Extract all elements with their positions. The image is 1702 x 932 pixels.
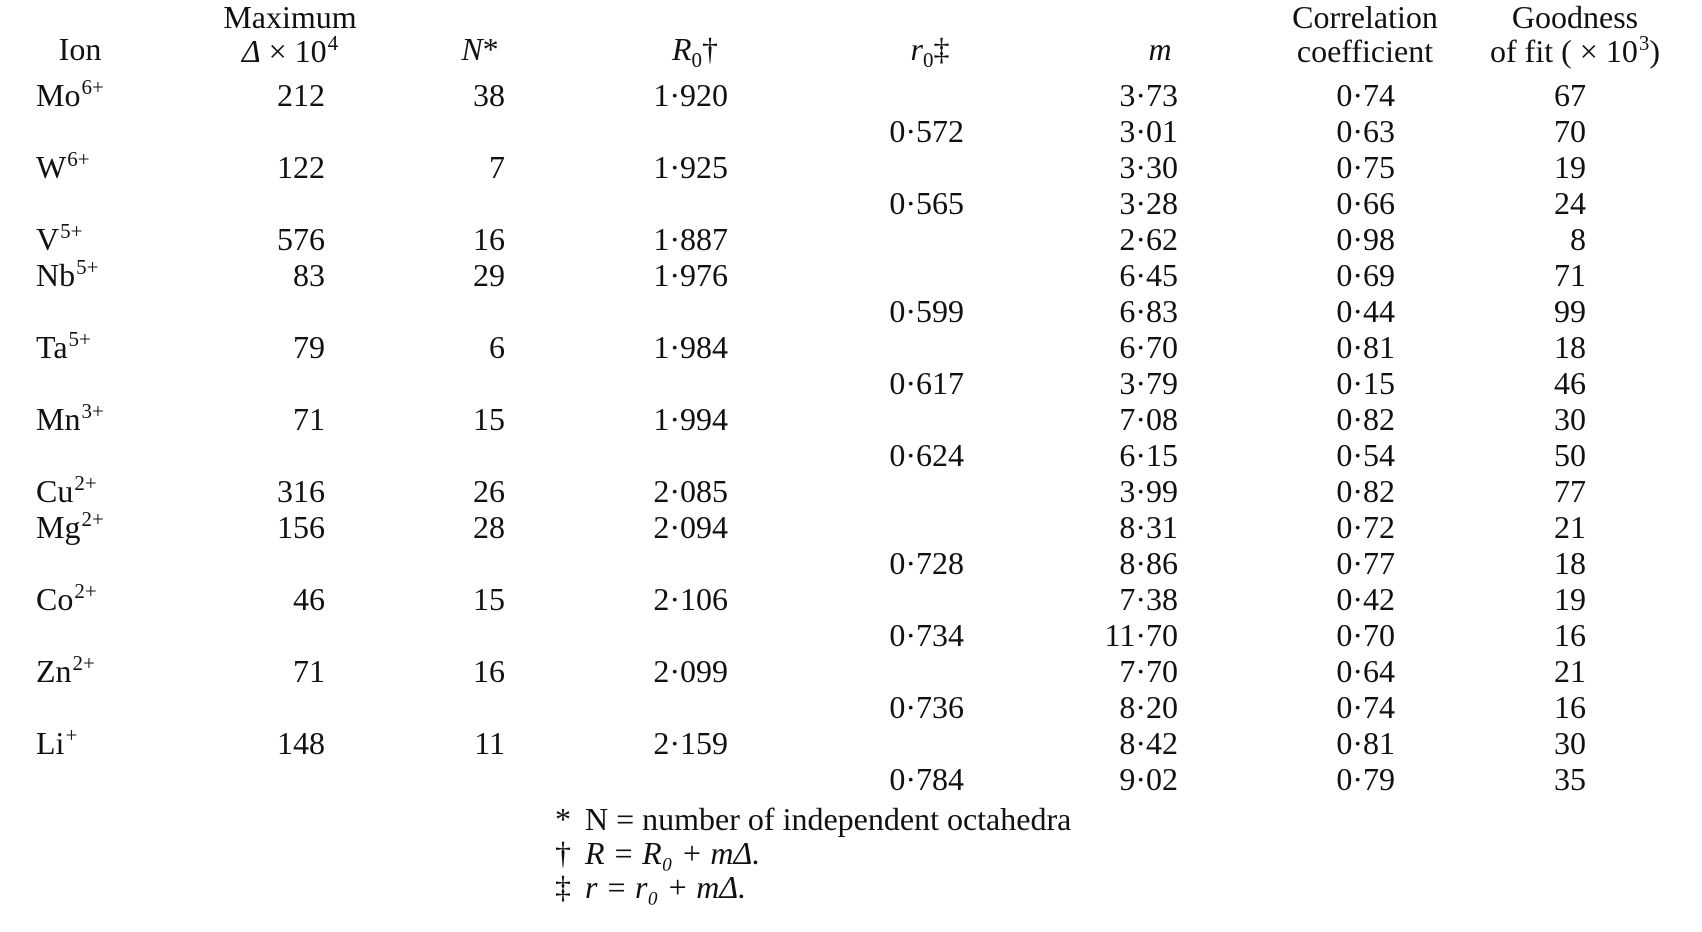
header-correlation: Correlation coefficient [1292,0,1438,69]
m-cell: 3·01 [1119,113,1178,149]
m-cell: 8·31 [1119,509,1178,545]
max-delta-cell: 46 [293,581,325,617]
ion-charge: 5+ [68,327,91,351]
R0-cell: 1·925 [653,149,728,185]
n-cell: 15 [473,401,505,437]
r0-cell: 0·728 [889,545,964,581]
ion-cell [36,651,95,692]
goodness-cell: 50 [1554,437,1586,473]
r0-cell: 0·736 [889,689,964,725]
goodness-cell: 19 [1554,149,1586,185]
ion-charge: 6+ [67,147,90,171]
correlation-cell: 0·74 [1336,689,1395,725]
m-cell: 8·20 [1119,689,1178,725]
goodness-cell: 8 [1570,221,1586,257]
ion-element: Co [36,581,74,617]
ion-element: Cu [36,473,74,509]
correlation-cell: 0·98 [1336,221,1395,257]
r0-cell: 0·624 [889,437,964,473]
goodness-cell: 70 [1554,113,1586,149]
correlation-cell: 0·69 [1336,257,1395,293]
m-cell: 6·83 [1119,293,1178,329]
correlation-cell: 0·70 [1336,617,1395,653]
n-cell: 15 [473,581,505,617]
ion-cell [36,507,104,548]
correlation-cell: 0·66 [1336,185,1395,221]
footnote-text: R = R₀ + mΔ. [585,835,761,871]
ion-charge: 5+ [76,255,99,279]
R0-cell: 2·159 [653,725,728,761]
correlation-cell: 0·81 [1336,329,1395,365]
max-delta-cell: 316 [277,473,325,509]
ion-cell [36,255,99,296]
n-cell: 38 [473,77,505,113]
ion-charge: + [65,723,78,747]
r0-cell: 0·617 [889,365,964,401]
correlation-cell: 0·64 [1336,653,1395,689]
correlation-cell: 0·42 [1336,581,1395,617]
goodness-cell: 21 [1554,653,1586,689]
n-cell: 6 [489,329,505,365]
header-goodness: Goodness of fit ( × $10^3$) [1490,0,1660,69]
ion-cell [36,723,78,764]
footnote-text: r = r₀ + mΔ. [585,869,747,905]
header-max-delta: Maximum $\Delta \times 10^4$ [223,0,357,69]
goodness-cell: 19 [1554,581,1586,617]
m-cell: 8·42 [1119,725,1178,761]
footnote-R [555,836,760,870]
correlation-cell: 0·44 [1336,293,1395,329]
ion-charge: 3+ [81,399,104,423]
ion-element: V [36,221,60,257]
R0-cell: 1·984 [653,329,728,365]
footnote-text: N = number of independent octahedra [585,801,1072,837]
r0-cell: 0·734 [889,617,964,653]
r0-cell: 0·572 [889,113,964,149]
R0-cell: 2·094 [653,509,728,545]
goodness-cell: 18 [1554,329,1586,365]
m-cell: 11·70 [1104,617,1178,653]
correlation-cell: 0·72 [1336,509,1395,545]
ion-cell [36,579,97,620]
n-cell: 29 [473,257,505,293]
correlation-cell: 0·79 [1336,761,1395,797]
ion-element: W [36,149,67,185]
m-cell: 6·70 [1119,329,1178,365]
r0-cell: 0·565 [889,185,964,221]
ion-charge: 6+ [81,75,104,99]
max-delta-cell: 576 [277,221,325,257]
m-cell: 7·70 [1119,653,1178,689]
m-cell: 3·30 [1119,149,1178,185]
m-cell: 6·15 [1119,437,1178,473]
R0-cell: 2·085 [653,473,728,509]
R0-cell: 1·994 [653,401,728,437]
R0-cell: 2·106 [653,581,728,617]
n-cell: 16 [473,221,505,257]
correlation-cell: 0·54 [1336,437,1395,473]
ion-element: Li [36,725,65,761]
goodness-cell: 30 [1554,725,1586,761]
ion-cell [36,75,104,116]
ion-charge: 2+ [74,471,97,495]
m-cell: 7·08 [1119,401,1178,437]
ion-charge: 2+ [72,651,95,675]
goodness-cell: 46 [1554,365,1586,401]
max-delta-cell: 79 [293,329,325,365]
m-cell: 3·79 [1119,365,1178,401]
correlation-cell: 0·15 [1336,365,1395,401]
m-cell: 3·73 [1119,77,1178,113]
ion-element: Mg [36,509,81,545]
header-ion: Ion [58,31,102,67]
goodness-cell: 67 [1554,77,1586,113]
n-cell: 11 [474,725,505,761]
header-R0: $R_0\dagger$ [671,31,719,72]
max-delta-cell: 156 [277,509,325,545]
n-cell: 16 [473,653,505,689]
ion-charge: 5+ [60,219,83,243]
r0-cell: 0·599 [889,293,964,329]
goodness-cell: 18 [1554,545,1586,581]
goodness-cell: 16 [1554,689,1586,725]
correlation-cell: 0·63 [1336,113,1395,149]
correlation-cell: 0·77 [1336,545,1395,581]
m-cell: 8·86 [1119,545,1178,581]
header-n: N* [461,31,499,67]
n-cell: 26 [473,473,505,509]
n-cell: 7 [489,149,505,185]
max-delta-cell: 148 [277,725,325,761]
ion-element: Nb [36,257,76,293]
ion-charge: 2+ [74,579,97,603]
ion-element: Mn [36,401,81,437]
goodness-cell: 99 [1554,293,1586,329]
header-m: m [1148,31,1172,67]
ion-charge: 2+ [81,507,104,531]
R0-cell: 1·887 [653,221,728,257]
max-delta-cell: 212 [277,77,325,113]
m-cell: 3·28 [1119,185,1178,221]
correlation-cell: 0·82 [1336,401,1395,437]
ion-element: Ta [36,329,68,365]
goodness-cell: 24 [1554,185,1586,221]
correlation-cell: 0·82 [1336,473,1395,509]
m-cell: 7·38 [1119,581,1178,617]
max-delta-cell: 83 [293,257,325,293]
footnote-mark: ‡ [555,869,571,905]
ion-cell [36,147,90,188]
correlation-cell: 0·75 [1336,149,1395,185]
r0-cell: 0·784 [889,761,964,797]
goodness-cell: 16 [1554,617,1586,653]
ion-cell [36,399,104,440]
goodness-cell: 30 [1554,401,1586,437]
goodness-cell: 21 [1554,509,1586,545]
footnote-r [555,870,746,904]
goodness-cell: 71 [1554,257,1586,293]
ion-element: Zn [36,653,72,689]
m-cell: 3·99 [1119,473,1178,509]
m-cell: 2·62 [1119,221,1178,257]
correlation-cell: 0·74 [1336,77,1395,113]
goodness-cell: 77 [1554,473,1586,509]
footnote-mark: † [555,835,571,871]
m-cell: 9·02 [1119,761,1178,797]
footnote-n [555,802,1071,836]
goodness-cell: 35 [1554,761,1586,797]
R0-cell: 1·920 [653,77,728,113]
correlation-cell: 0·81 [1336,725,1395,761]
footnote-mark: * [555,801,571,837]
R0-cell: 2·099 [653,653,728,689]
m-cell: 6·45 [1119,257,1178,293]
header-r0: $r_0\ddagger$ [910,31,950,72]
ion-cell [36,327,91,368]
n-cell: 28 [473,509,505,545]
max-delta-cell: 122 [277,149,325,185]
max-delta-cell: 71 [293,401,325,437]
R0-cell: 1·976 [653,257,728,293]
ion-element: Mo [36,77,81,113]
max-delta-cell: 71 [293,653,325,689]
